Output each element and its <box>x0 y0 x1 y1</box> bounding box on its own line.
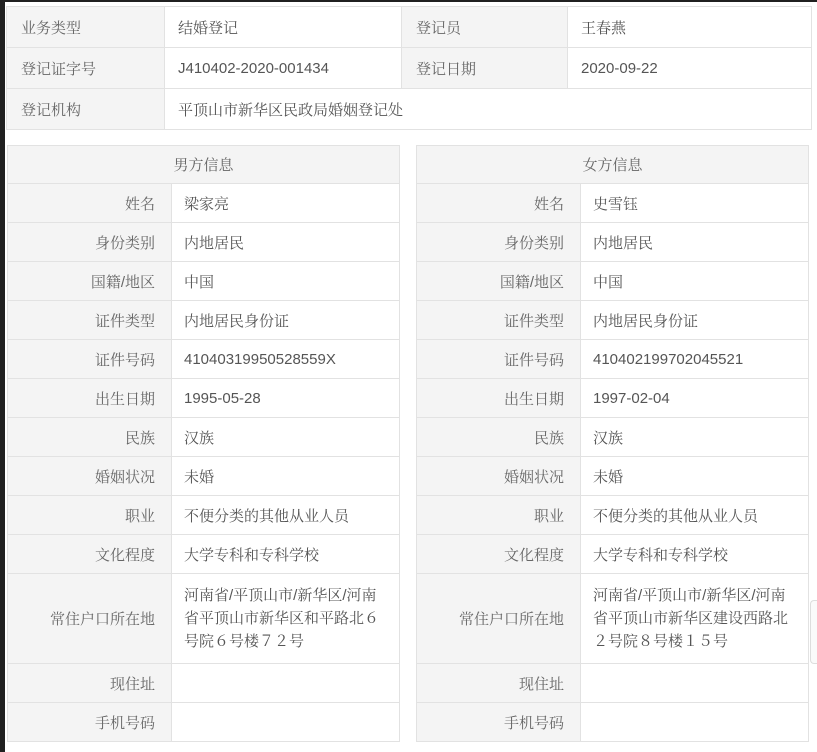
field-value-registration-date: 2020-09-22 <box>568 48 811 88</box>
field-value: 1997-02-04 <box>581 379 808 417</box>
field-value-mobile <box>581 703 808 741</box>
window-edge-top <box>0 0 817 2</box>
field-value-current-address <box>581 664 808 702</box>
field-label-registrar: 登记员 <box>402 7 567 47</box>
field-value: 41040319950528559X <box>172 340 399 378</box>
field-value-registrar: 王春燕 <box>568 7 811 47</box>
registration-summary-table <box>6 6 812 130</box>
marriage-registration-record <box>6 6 812 742</box>
field-label: 国籍/地区 <box>417 262 580 300</box>
field-label: 证件号码 <box>417 340 580 378</box>
field-value-certificate-number: J410402-2020-001434 <box>165 48 401 88</box>
field-label: 民族 <box>8 418 171 456</box>
male-info-title: 男方信息 <box>8 146 399 183</box>
field-label-registration-date: 登记日期 <box>402 48 567 88</box>
field-label: 婚姻状况 <box>8 457 171 495</box>
field-value-household-address: 河南省/平顶山市/新华区/河南省平顶山市新华区建设西路北２号院８号楼１５号 <box>581 574 808 663</box>
field-label-business-type: 业务类型 <box>7 7 164 47</box>
field-label: 身份类别 <box>8 223 171 261</box>
female-info-table <box>416 145 809 742</box>
field-label: 姓名 <box>8 184 171 222</box>
field-value: 史雪钰 <box>581 184 808 222</box>
female-info-title: 女方信息 <box>417 146 808 183</box>
field-label: 职业 <box>8 496 171 534</box>
field-label: 手机号码 <box>417 703 580 741</box>
field-label: 出生日期 <box>417 379 580 417</box>
field-label: 文化程度 <box>8 535 171 573</box>
field-value: 内地居民身份证 <box>581 301 808 339</box>
field-label: 手机号码 <box>8 703 171 741</box>
field-value: 未婚 <box>581 457 808 495</box>
field-label: 现住址 <box>417 664 580 702</box>
field-label: 身份类别 <box>417 223 580 261</box>
field-label: 国籍/地区 <box>8 262 171 300</box>
field-value-business-type: 结婚登记 <box>165 7 401 47</box>
field-value: 1995-05-28 <box>172 379 399 417</box>
field-value: 大学专科和专科学校 <box>172 535 399 573</box>
field-label-registration-office: 登记机构 <box>7 89 164 129</box>
field-label: 证件类型 <box>8 301 171 339</box>
field-value: 汉族 <box>172 418 399 456</box>
field-value: 410402199702045521 <box>581 340 808 378</box>
field-label: 文化程度 <box>417 535 580 573</box>
field-value: 内地居民 <box>172 223 399 261</box>
field-value: 中国 <box>581 262 808 300</box>
field-value: 汉族 <box>581 418 808 456</box>
field-label: 现住址 <box>8 664 171 702</box>
field-label: 出生日期 <box>8 379 171 417</box>
field-value: 大学专科和专科学校 <box>581 535 808 573</box>
field-value: 不便分类的其他从业人员 <box>581 496 808 534</box>
field-label: 民族 <box>417 418 580 456</box>
field-value-mobile <box>172 703 399 741</box>
male-info-table <box>7 145 400 742</box>
field-label: 姓名 <box>417 184 580 222</box>
window-edge-left <box>0 0 5 752</box>
field-value-household-address: 河南省/平顶山市/新华区/河南省平顶山市新华区和平路北６号院６号楼７２号 <box>172 574 399 663</box>
field-value: 梁家亮 <box>172 184 399 222</box>
field-value-current-address <box>172 664 399 702</box>
field-value: 不便分类的其他从业人员 <box>172 496 399 534</box>
field-value-registration-office: 平顶山市新华区民政局婚姻登记处 <box>165 89 811 129</box>
field-value: 内地居民身份证 <box>172 301 399 339</box>
field-label: 常住户口所在地 <box>8 574 171 663</box>
field-label: 常住户口所在地 <box>417 574 580 663</box>
floating-widget-edge[interactable] <box>810 600 817 664</box>
field-value: 未婚 <box>172 457 399 495</box>
field-label-certificate-number: 登记证字号 <box>7 48 164 88</box>
field-value: 中国 <box>172 262 399 300</box>
person-info-section <box>7 145 812 742</box>
field-label: 职业 <box>417 496 580 534</box>
field-label: 证件号码 <box>8 340 171 378</box>
field-value: 内地居民 <box>581 223 808 261</box>
field-label: 婚姻状况 <box>417 457 580 495</box>
field-label: 证件类型 <box>417 301 580 339</box>
